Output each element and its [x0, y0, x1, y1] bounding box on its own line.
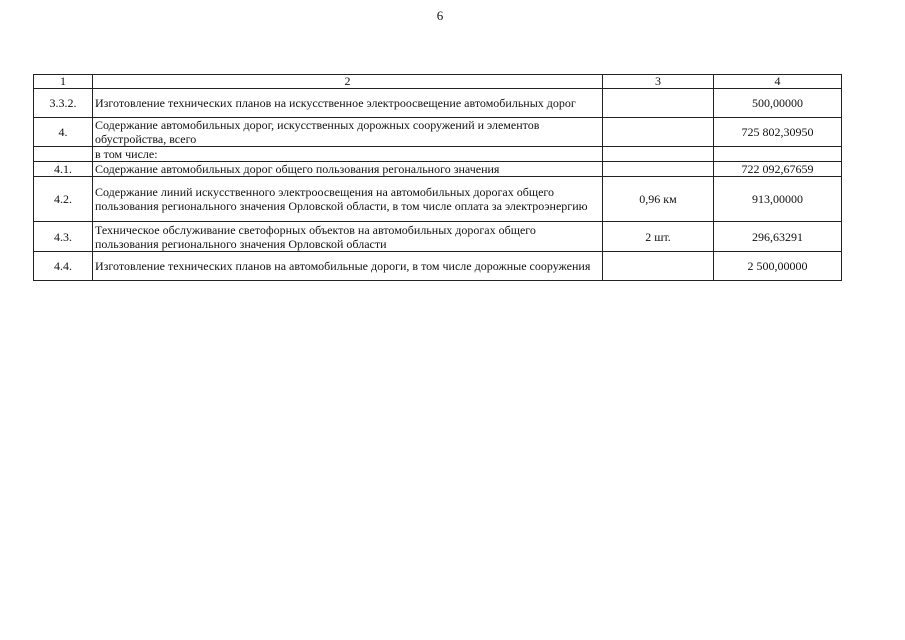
- row-amount: 500,00000: [714, 89, 842, 118]
- header-col-4: 4: [714, 75, 842, 89]
- row-name: Изготовление технических планов на искусственное электроосвещение автомобильных дорог: [93, 89, 603, 118]
- row-quantity: [603, 147, 714, 162]
- row-name: Изготовление технических планов на автомобильные дороги, в том числе дорожные сооружения: [93, 252, 603, 281]
- row-name: в том числе:: [93, 147, 603, 162]
- table-row: [34, 222, 842, 252]
- header-col-3: 3: [603, 75, 714, 89]
- row-amount: 913,00000: [714, 177, 842, 222]
- table-row: [34, 147, 842, 162]
- row-number: 4.3.: [34, 222, 93, 252]
- row-quantity: [603, 252, 714, 281]
- row-number: [34, 147, 93, 162]
- page-number: 6: [436, 8, 444, 23]
- row-amount: 722 092,67659: [714, 162, 842, 177]
- row-quantity: [603, 89, 714, 118]
- row-quantity: 2 шт.: [603, 222, 714, 252]
- budget-table: [33, 74, 842, 281]
- row-number: 4.2.: [34, 177, 93, 222]
- header-col-2: 2: [93, 75, 603, 89]
- row-name: Содержание автомобильных дорог общего пользования регонального значения: [93, 162, 603, 177]
- row-number: 4.4.: [34, 252, 93, 281]
- row-amount: 296,63291: [714, 222, 842, 252]
- row-amount: [714, 147, 842, 162]
- row-name: Содержание линий искусственного электроосвещения на автомобильных дорогах общего пользования регионального значения Орловской области, в том числе оплата за электроэнергию: [93, 177, 603, 222]
- table-row: [34, 177, 842, 222]
- header-col-1: 1: [34, 75, 93, 89]
- table-row: [34, 252, 842, 281]
- row-quantity: 0,96 км: [603, 177, 714, 222]
- row-name: Содержание автомобильных дорог, искусственных дорожных сооружений и элементов обустройства, всего: [93, 118, 603, 147]
- table-header-row: [34, 75, 842, 89]
- row-number: 3.3.2.: [34, 89, 93, 118]
- row-name: Техническое обслуживание светофорных объектов на автомобильных дорогах общего пользования регионального значения Орловской области: [93, 222, 603, 252]
- row-quantity: [603, 118, 714, 147]
- row-quantity: [603, 162, 714, 177]
- row-amount: 725 802,30950: [714, 118, 842, 147]
- row-number: 4.: [34, 118, 93, 147]
- table-row: [34, 162, 842, 177]
- table-row: [34, 89, 842, 118]
- row-amount: 2 500,00000: [714, 252, 842, 281]
- row-number: 4.1.: [34, 162, 93, 177]
- table-row: [34, 118, 842, 147]
